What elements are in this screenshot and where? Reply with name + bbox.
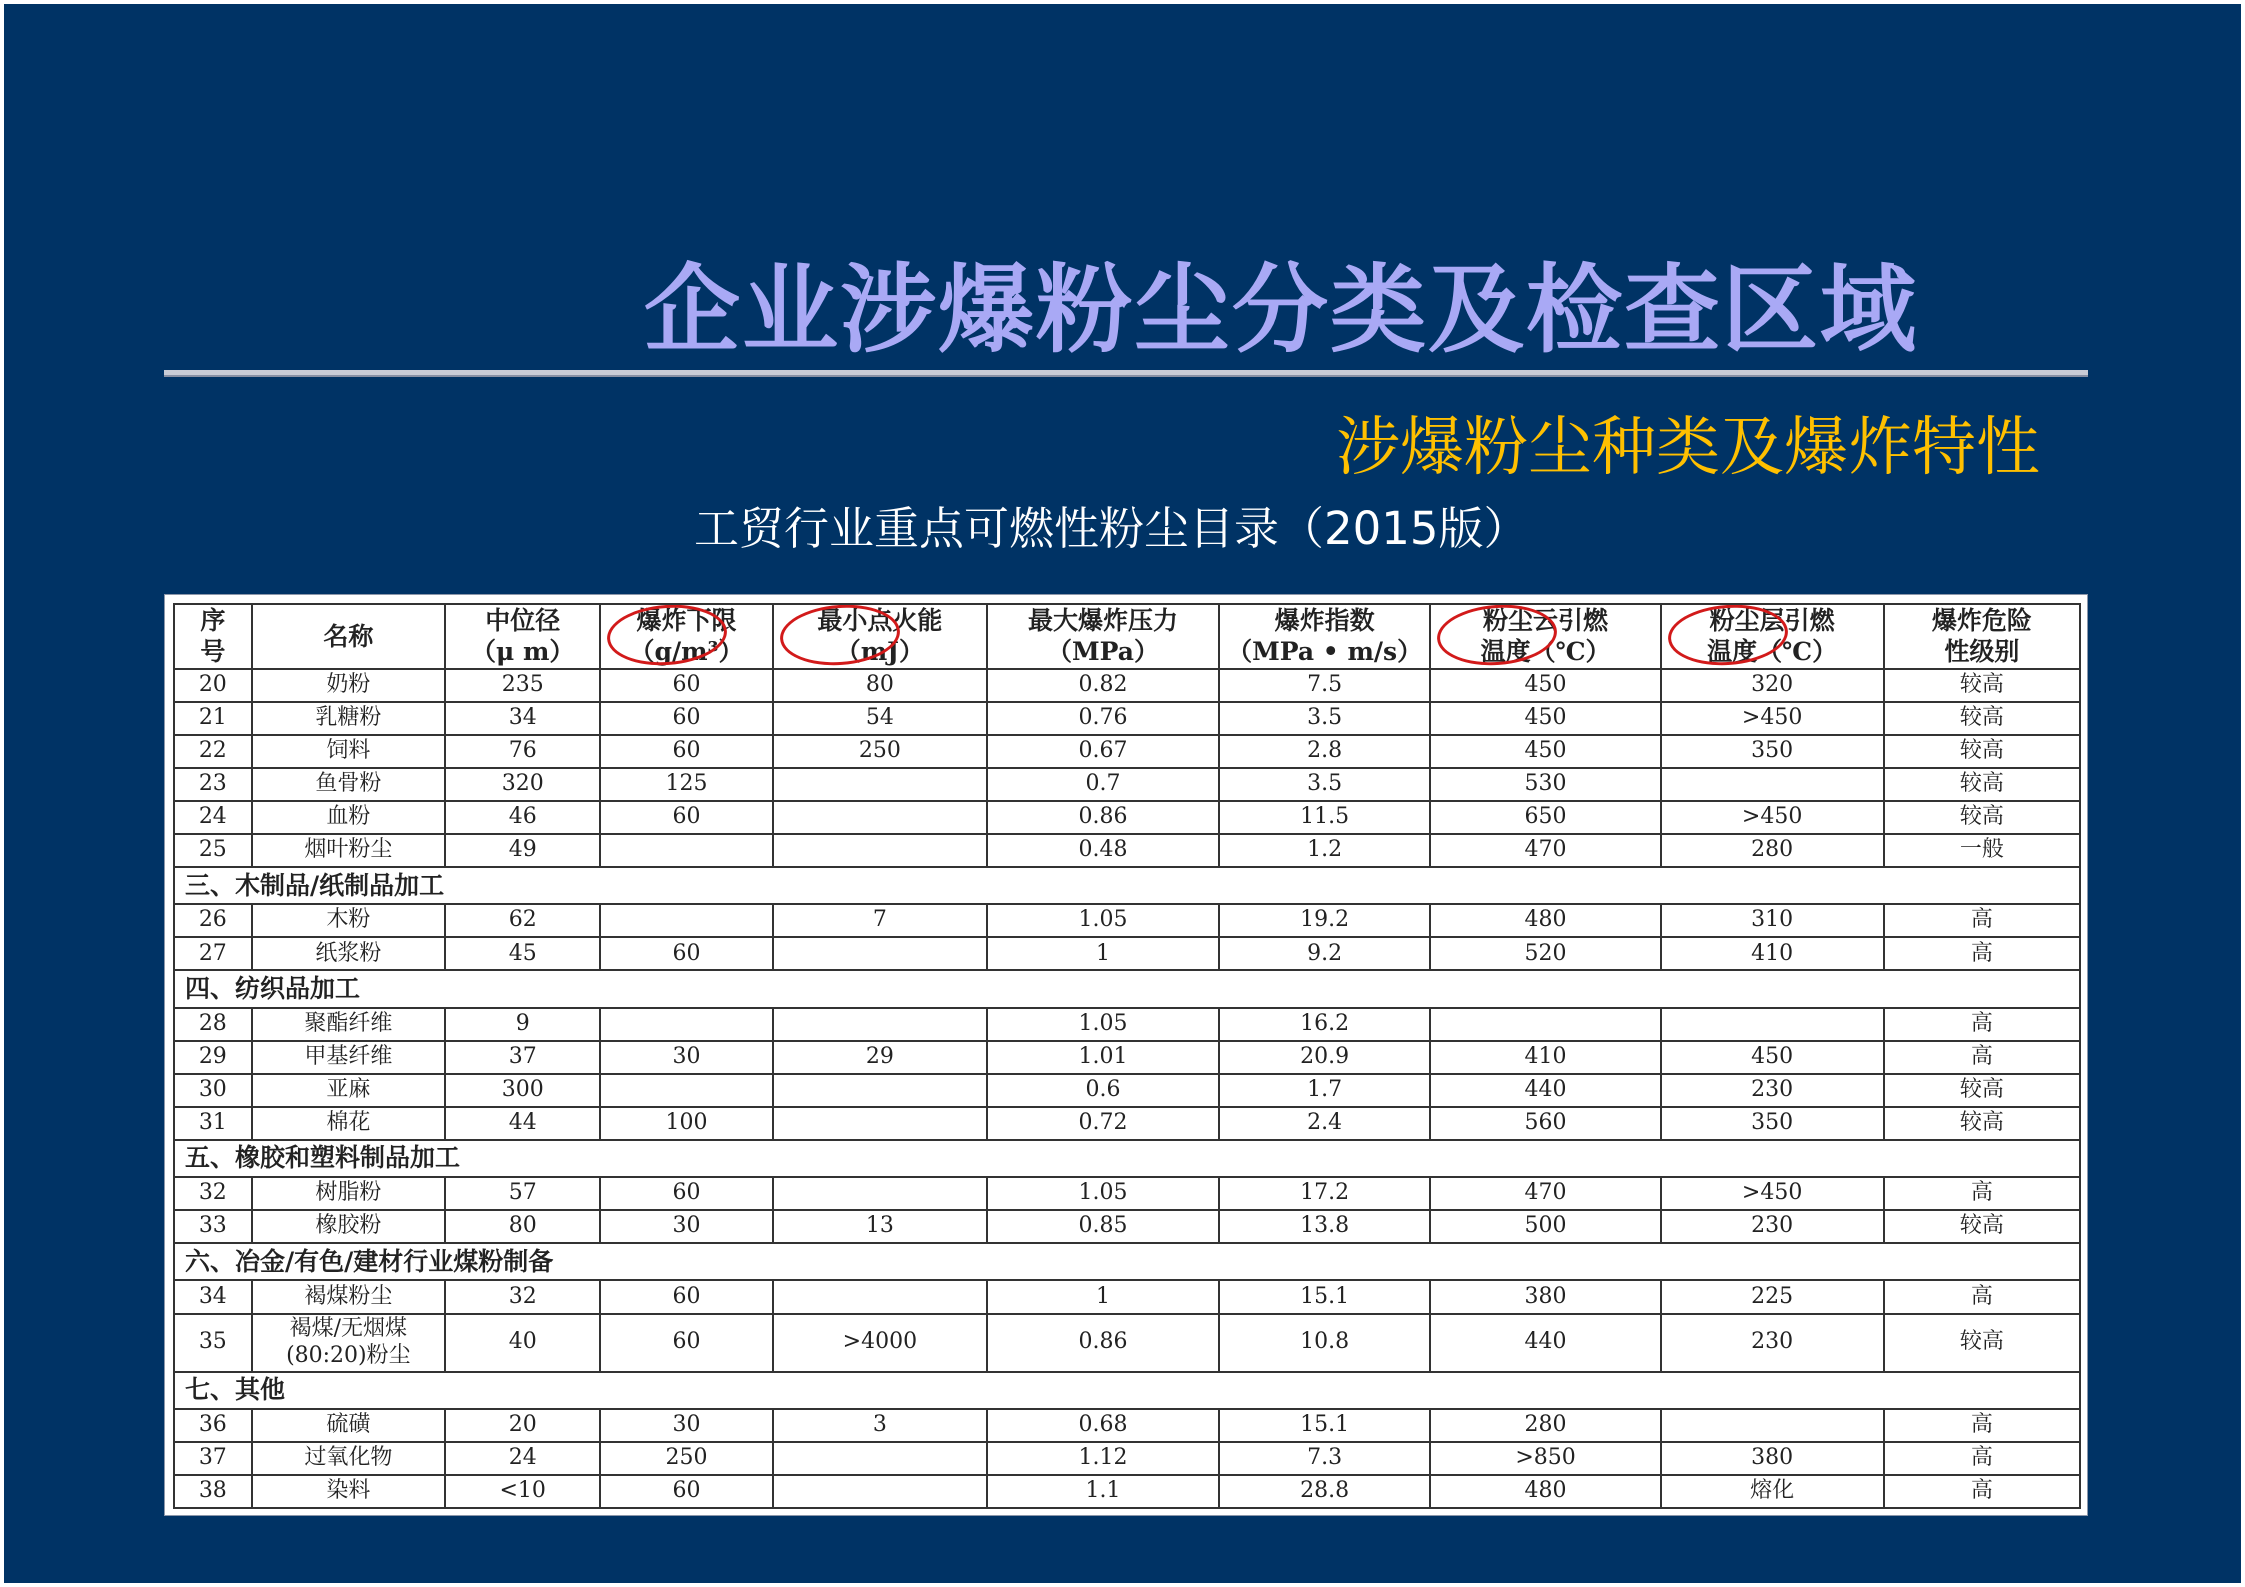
table-cell: 60 (600, 801, 772, 834)
table-cell: 32 (174, 1177, 252, 1210)
table-cell: 480 (1430, 1475, 1660, 1508)
table-row (174, 1409, 2080, 1442)
table-cell: 亚麻 (252, 1074, 445, 1107)
table-cell: 3.5 (1219, 702, 1431, 735)
table-cell: 1.12 (987, 1442, 1219, 1475)
table-cell: 较高 (1884, 669, 2080, 702)
table-row (174, 1074, 2080, 1107)
table-cell: 320 (445, 768, 600, 801)
table-header-cell (445, 604, 600, 669)
table-cell: 3.5 (1219, 768, 1431, 801)
table-cell: 0.7 (987, 768, 1219, 801)
table-cell: 25 (174, 834, 252, 867)
table-row (174, 1280, 2080, 1313)
table-cell: 10.8 (1219, 1314, 1431, 1372)
table-cell: 410 (1661, 937, 1884, 970)
table-cell: 30 (600, 1041, 772, 1074)
table-row (174, 904, 2080, 937)
table-cell: 15.1 (1219, 1409, 1431, 1442)
table-cell: 37 (174, 1442, 252, 1475)
table-cell: 60 (600, 1280, 772, 1313)
table-cell: 250 (773, 735, 988, 768)
table-header-cell (773, 604, 988, 669)
section-heading: 三、木制品/纸制品加工 (174, 867, 2080, 904)
section-row (174, 1243, 2080, 1280)
table-header-cell (1661, 604, 1884, 669)
table-cell: >450 (1661, 702, 1884, 735)
table-cell (773, 1177, 988, 1210)
table-cell: 24 (445, 1442, 600, 1475)
table-cell: 较高 (1884, 1107, 2080, 1140)
table-cell: 甲基纤维 (252, 1041, 445, 1074)
table-cell: 聚酯纤维 (252, 1008, 445, 1041)
table-header-cell (1219, 604, 1431, 669)
table-cell: 60 (600, 937, 772, 970)
table-cell: >4000 (773, 1314, 988, 1372)
table-cell: 1.05 (987, 1008, 1219, 1041)
table-cell: 1.05 (987, 1177, 1219, 1210)
section-row (174, 867, 2080, 904)
table-cell: 49 (445, 834, 600, 867)
table-cell: 28.8 (1219, 1475, 1431, 1508)
header-line-1: 序 (200, 606, 226, 635)
table-cell: 350 (1661, 1107, 1884, 1140)
table-cell: 30 (174, 1074, 252, 1107)
table-cell: 320 (1661, 669, 1884, 702)
table-cell: 520 (1430, 937, 1660, 970)
table-cell: 450 (1430, 735, 1660, 768)
table-cell: 较高 (1884, 1314, 2080, 1372)
table-cell: 350 (1661, 735, 1884, 768)
table-cell (1661, 1409, 1884, 1442)
table-cell (773, 768, 988, 801)
table-cell: 13.8 (1219, 1210, 1431, 1243)
table-body (174, 669, 2080, 1509)
table-cell: 1 (987, 1280, 1219, 1313)
table-cell: 560 (1430, 1107, 1660, 1140)
table-cell: 20.9 (1219, 1041, 1431, 1074)
table-cell: 33 (174, 1210, 252, 1243)
table-cell: 一般 (1884, 834, 2080, 867)
table-cell: 45 (445, 937, 600, 970)
table-cell: 60 (600, 1475, 772, 1508)
section-heading: 七、其他 (174, 1372, 2080, 1409)
table-cell: 32 (445, 1280, 600, 1313)
table-cell: 乳糖粉 (252, 702, 445, 735)
table-cell: 80 (445, 1210, 600, 1243)
table-cell: 470 (1430, 1177, 1660, 1210)
table-cell: 46 (445, 801, 600, 834)
table-cell: 纸浆粉 (252, 937, 445, 970)
table-cell: 470 (1430, 834, 1660, 867)
table-cell: 37 (445, 1041, 600, 1074)
slide-title: 企业涉爆粉尘分类及检查区域 (644, 254, 1918, 366)
table-cell: 450 (1430, 702, 1660, 735)
table-cell: 鱼骨粉 (252, 768, 445, 801)
table-cell: 21 (174, 702, 252, 735)
table-cell: 230 (1661, 1074, 1884, 1107)
table-row (174, 768, 2080, 801)
table-cell: 0.86 (987, 801, 1219, 834)
table-cell: 19.2 (1219, 904, 1431, 937)
header-line-1: 爆炸下限 (636, 606, 737, 635)
table-cell: 1.7 (1219, 1074, 1431, 1107)
table-cell: 染料 (252, 1475, 445, 1508)
section-heading: 四、纺织品加工 (174, 970, 2080, 1007)
table-cell: 57 (445, 1177, 600, 1210)
table-cell: 1 (987, 937, 1219, 970)
section-row (174, 970, 2080, 1007)
table-row (174, 669, 2080, 702)
table-row (174, 1210, 2080, 1243)
table-cell: 较高 (1884, 735, 2080, 768)
table-header-cell (987, 604, 1219, 669)
table-cell (600, 1074, 772, 1107)
table-row (174, 1008, 2080, 1041)
header-line-2: （μ m） (470, 637, 575, 667)
table-cell: 高 (1884, 1177, 2080, 1210)
table-cell: 0.68 (987, 1409, 1219, 1442)
table-cell: 440 (1430, 1074, 1660, 1107)
header-line-1: 最小点火能 (817, 606, 943, 635)
header-line-1: 爆炸危险 (1931, 606, 2032, 635)
table-cell: 34 (445, 702, 600, 735)
table-cell: 树脂粉 (252, 1177, 445, 1210)
table-cell: 54 (773, 702, 988, 735)
table-cell: 60 (600, 702, 772, 735)
section-heading: 六、冶金/有色/建材行业煤粉制备 (174, 1243, 2080, 1280)
table-cell: 250 (600, 1442, 772, 1475)
header-line-1: 名称 (323, 621, 374, 651)
table-row (174, 1314, 2080, 1372)
table-cell: 7.5 (1219, 669, 1431, 702)
table-cell (252, 1314, 445, 1372)
table-cell: 1.2 (1219, 834, 1431, 867)
table-cell: 11.5 (1219, 801, 1431, 834)
header-line-1: 最大爆炸压力 (1027, 606, 1178, 635)
cell-line: 褐煤/无烟煤 (289, 1316, 408, 1342)
table-cell (1661, 1008, 1884, 1041)
table-cell: 较高 (1884, 801, 2080, 834)
header-line-1: 粉尘云引燃 (1483, 606, 1609, 635)
table-cell (773, 1008, 988, 1041)
table-cell: 60 (600, 669, 772, 702)
table-cell (773, 1074, 988, 1107)
table-cell: 1.05 (987, 904, 1219, 937)
table-cell (773, 1107, 988, 1140)
table-cell: 熔化 (1661, 1475, 1884, 1508)
table-cell: 高 (1884, 1442, 2080, 1475)
table-cell: 410 (1430, 1041, 1660, 1074)
table-row (174, 834, 2080, 867)
table-cell: 较高 (1884, 1210, 2080, 1243)
table-cell: 0.72 (987, 1107, 1219, 1140)
table-cell: 过氧化物 (252, 1442, 445, 1475)
table-cell: <10 (445, 1475, 600, 1508)
slide (4, 4, 2241, 1583)
table-caption: 工贸行业重点可燃性粉尘目录（2015版） (694, 502, 1529, 555)
table-cell: 440 (1430, 1314, 1660, 1372)
table-cell: 高 (1884, 1409, 2080, 1442)
table-cell: 60 (600, 735, 772, 768)
table-cell: 235 (445, 669, 600, 702)
table-header-cell (600, 604, 772, 669)
table-cell: 450 (1430, 669, 1660, 702)
table-cell: 650 (1430, 801, 1660, 834)
table-cell: 450 (1661, 1041, 1884, 1074)
table-cell: 较高 (1884, 702, 2080, 735)
table-cell: 0.76 (987, 702, 1219, 735)
header-line-2: （MPa） (1046, 637, 1159, 667)
table-cell: 9.2 (1219, 937, 1431, 970)
table-cell: 0.82 (987, 669, 1219, 702)
header-line-1: 粉尘层引燃 (1709, 606, 1835, 635)
table-cell: 0.86 (987, 1314, 1219, 1372)
table-cell: 27 (174, 937, 252, 970)
table-cell: 76 (445, 735, 600, 768)
table-cell: 480 (1430, 904, 1660, 937)
table-cell: 34 (174, 1280, 252, 1313)
table-cell: 高 (1884, 1475, 2080, 1508)
section-row (174, 1372, 2080, 1409)
table-cell: 29 (773, 1041, 988, 1074)
table-cell (600, 1008, 772, 1041)
table-cell: 35 (174, 1314, 252, 1372)
table-cell: 38 (174, 1475, 252, 1508)
dust-table-image (164, 594, 2088, 1516)
table-row (174, 1475, 2080, 1508)
section-row (174, 1140, 2080, 1177)
table-cell (773, 801, 988, 834)
slide-subtitle: 涉爆粉尘种类及爆炸特性 (1336, 411, 2040, 485)
table-cell: 硫磺 (252, 1409, 445, 1442)
table-cell: >850 (1430, 1442, 1660, 1475)
table-cell: 0.6 (987, 1074, 1219, 1107)
table-cell: 20 (445, 1409, 600, 1442)
header-line-2: 性级别 (1944, 637, 2020, 667)
table-cell: 木粉 (252, 904, 445, 937)
table-cell: 380 (1430, 1280, 1660, 1313)
table-cell: 225 (1661, 1280, 1884, 1313)
table-row (174, 801, 2080, 834)
table-cell: 100 (600, 1107, 772, 1140)
header-line-2: 号 (200, 637, 226, 667)
table-cell: 高 (1884, 1008, 2080, 1041)
table-cell: 30 (600, 1409, 772, 1442)
table-cell: 380 (1661, 1442, 1884, 1475)
header-line-1: 爆炸指数 (1274, 606, 1375, 635)
table-cell: 125 (600, 768, 772, 801)
table-cell: 300 (445, 1074, 600, 1107)
table-cell: 0.67 (987, 735, 1219, 768)
table-cell: 22 (174, 735, 252, 768)
header-line-2: （MPa • m/s） (1227, 637, 1423, 667)
table-cell: 饲料 (252, 735, 445, 768)
table-header-cell (174, 604, 252, 669)
table-header-cell (1884, 604, 2080, 669)
table-cell: 较高 (1884, 768, 2080, 801)
table-cell: 500 (1430, 1210, 1660, 1243)
table-row (174, 937, 2080, 970)
table-cell: 36 (174, 1409, 252, 1442)
table-cell: 9 (445, 1008, 600, 1041)
header-line-2: （g/m³） (629, 637, 744, 667)
table-cell: 26 (174, 904, 252, 937)
cell-line: (80:20)粉尘 (286, 1342, 411, 1368)
table-cell (600, 834, 772, 867)
table-row (174, 1107, 2080, 1140)
table-cell: 奶粉 (252, 669, 445, 702)
table-cell (1661, 768, 1884, 801)
table-cell: 23 (174, 768, 252, 801)
table-cell: 褐煤粉尘 (252, 1280, 445, 1313)
table-cell: 7 (773, 904, 988, 937)
table-cell: 62 (445, 904, 600, 937)
table-cell: 60 (600, 1314, 772, 1372)
table-cell: 橡胶粉 (252, 1210, 445, 1243)
table-cell: 29 (174, 1041, 252, 1074)
section-heading: 五、橡胶和塑料制品加工 (174, 1140, 2080, 1177)
table-cell: 280 (1430, 1409, 1660, 1442)
table-cell: 20 (174, 669, 252, 702)
table-cell: 530 (1430, 768, 1660, 801)
table-cell: 28 (174, 1008, 252, 1041)
table-cell: 较高 (1884, 1074, 2080, 1107)
table-cell: 高 (1884, 904, 2080, 937)
table-cell (773, 1442, 988, 1475)
table-cell: 15.1 (1219, 1280, 1431, 1313)
table-cell: 烟叶粉尘 (252, 834, 445, 867)
table-cell: 280 (1661, 834, 1884, 867)
table-cell (773, 937, 988, 970)
table-row (174, 702, 2080, 735)
table-cell: 棉花 (252, 1107, 445, 1140)
table-cell (773, 1280, 988, 1313)
table-cell: 40 (445, 1314, 600, 1372)
table-header-row (174, 604, 2080, 669)
table-cell: 1.1 (987, 1475, 1219, 1508)
table-cell (600, 904, 772, 937)
table-cell: 80 (773, 669, 988, 702)
table-row (174, 1442, 2080, 1475)
dust-table (173, 603, 2081, 1509)
table-cell (1430, 1008, 1660, 1041)
header-line-1: 中位径 (485, 606, 561, 635)
header-line-2: （mJ） (835, 637, 925, 667)
table-cell: 31 (174, 1107, 252, 1140)
table-cell: 高 (1884, 1041, 2080, 1074)
table-cell: 310 (1661, 904, 1884, 937)
table-cell (773, 834, 988, 867)
table-cell: 230 (1661, 1210, 1884, 1243)
table-row (174, 735, 2080, 768)
header-line-2: 温度（℃） (1707, 637, 1838, 667)
table-cell: 24 (174, 801, 252, 834)
table-cell: 高 (1884, 937, 2080, 970)
table-cell: 3 (773, 1409, 988, 1442)
table-cell: >450 (1661, 801, 1884, 834)
table-cell: 7.3 (1219, 1442, 1431, 1475)
table-cell: 230 (1661, 1314, 1884, 1372)
table-cell: 2.4 (1219, 1107, 1431, 1140)
table-cell: 16.2 (1219, 1008, 1431, 1041)
table-cell: 高 (1884, 1280, 2080, 1313)
table-cell: 17.2 (1219, 1177, 1431, 1210)
title-divider (164, 370, 2088, 377)
table-cell: 0.85 (987, 1210, 1219, 1243)
table-header-cell (1430, 604, 1660, 669)
table-row (174, 1041, 2080, 1074)
header-line-2: 温度（℃） (1480, 637, 1611, 667)
table-header-cell (252, 604, 445, 669)
table-cell: >450 (1661, 1177, 1884, 1210)
table-cell: 2.8 (1219, 735, 1431, 768)
table-cell: 0.48 (987, 834, 1219, 867)
table-row (174, 1177, 2080, 1210)
table-cell: 13 (773, 1210, 988, 1243)
table-cell: 60 (600, 1177, 772, 1210)
table-cell: 30 (600, 1210, 772, 1243)
table-cell (773, 1475, 988, 1508)
table-cell: 44 (445, 1107, 600, 1140)
table-cell: 1.01 (987, 1041, 1219, 1074)
table-cell: 血粉 (252, 801, 445, 834)
